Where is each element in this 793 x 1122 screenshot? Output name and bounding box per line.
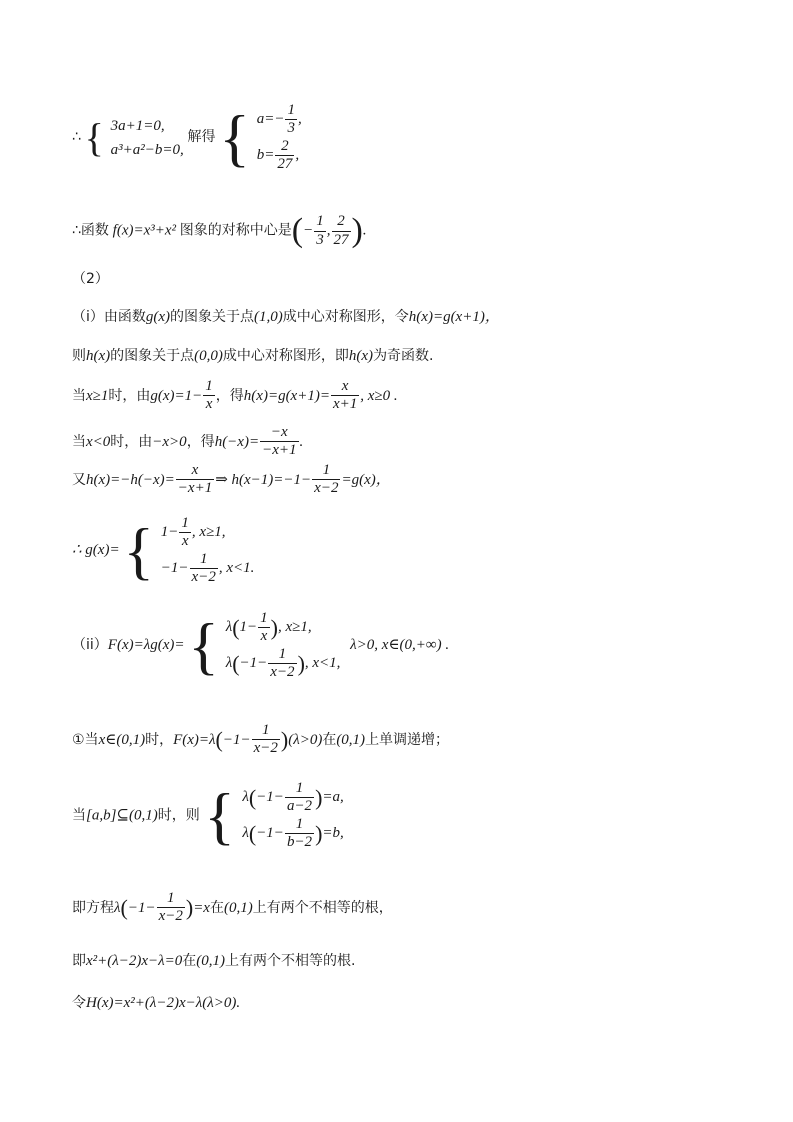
expr: x∈(0,1) <box>98 731 146 748</box>
fraction <box>331 378 359 414</box>
expr: , x<1. <box>218 559 255 576</box>
text: 时，由 <box>108 387 151 404</box>
define-H-line <box>72 992 240 1012</box>
expr: =b, <box>322 824 344 841</box>
expr: −1− <box>239 654 268 671</box>
paren: ) <box>280 726 289 752</box>
equation-row <box>242 816 343 852</box>
piecewise-rows <box>226 610 341 681</box>
system-line-1 <box>72 102 302 173</box>
text: 上有两个不相等的根. <box>225 953 356 969</box>
expr: , x<1, <box>304 654 341 671</box>
left-brace: { <box>219 101 250 173</box>
paren: ( <box>215 726 223 752</box>
text: ①当 <box>72 731 99 748</box>
expr: 1− <box>239 619 258 636</box>
expr: h(x) <box>348 348 374 364</box>
expr: ∴ g(x)= <box>72 541 120 558</box>
denominator: 3 <box>287 120 295 137</box>
fraction <box>285 780 314 816</box>
fraction <box>157 890 185 926</box>
expr: h(x) <box>86 348 111 364</box>
text: 上单调递增； <box>365 731 450 748</box>
numerator: x <box>176 462 214 480</box>
solution-system <box>257 102 302 173</box>
expr: −1− <box>256 824 284 841</box>
numerator: −x <box>260 424 298 442</box>
expr: (λ>0) <box>288 731 323 748</box>
text: 在 <box>322 731 337 748</box>
denominator: x <box>205 396 213 413</box>
numerator: 1 <box>268 646 296 664</box>
text: 当 <box>72 433 86 450</box>
denominator: 27 <box>277 155 293 172</box>
expr: x≥1 <box>86 387 109 404</box>
part-2-heading: （2） <box>72 271 109 287</box>
left-brace: { <box>84 114 104 160</box>
text: 在 <box>209 899 224 916</box>
paren: ( <box>120 894 128 920</box>
equation-system <box>242 780 343 851</box>
numerator: 1 <box>285 780 314 798</box>
expr: . <box>299 433 304 450</box>
denominator: x−2 <box>158 908 183 925</box>
fraction <box>179 515 191 551</box>
denominator: x−2 <box>253 740 278 757</box>
odd-function-line <box>72 345 434 365</box>
expr: =g(x)， <box>341 471 391 488</box>
expr: −1− <box>222 731 251 748</box>
expr: =x <box>193 899 210 916</box>
expr: λ <box>225 654 233 671</box>
expr: H(x)=x²+(λ−2)x−λ(λ>0). <box>86 995 241 1011</box>
denominator: x−2 <box>314 480 339 497</box>
paren: ) <box>315 785 323 811</box>
piecewise-F <box>72 610 449 681</box>
quadratic-line <box>72 950 356 970</box>
monotonic-line <box>72 722 449 758</box>
fraction <box>285 816 314 852</box>
expr: h(x)=−h(−x)= <box>86 471 175 488</box>
expr: (0,1) <box>336 731 366 748</box>
expr: [a,b]⊆(0,1) <box>86 807 158 824</box>
fraction <box>275 138 294 174</box>
expr: −x>0 <box>152 433 187 450</box>
piecewise-g <box>72 515 254 586</box>
expr: h(−x)= <box>214 433 260 450</box>
numerator: x <box>331 378 359 396</box>
text: 的图象关于点 <box>110 348 195 364</box>
paren: ) <box>297 650 305 676</box>
expr: =a, <box>322 789 344 806</box>
expr: g(x)=1− <box>150 387 203 404</box>
expr: (1,0) <box>254 309 283 325</box>
paren: ) <box>270 615 278 641</box>
piecewise-row <box>226 646 341 682</box>
paren: ( <box>248 785 257 811</box>
fraction <box>190 551 218 587</box>
fraction <box>312 462 340 498</box>
case-x-ge-1-line <box>72 378 398 414</box>
paren: ) <box>185 894 194 920</box>
text: 为奇函数. <box>373 348 434 364</box>
numerator: 1 <box>285 102 297 120</box>
text: 当 <box>72 807 86 824</box>
fraction <box>252 722 280 758</box>
numerator: 1 <box>252 722 280 740</box>
expr: −1− <box>160 559 189 576</box>
text: ，得 <box>186 433 215 450</box>
expr: −1− <box>127 899 156 916</box>
paren: ( <box>248 820 257 846</box>
expr: F(x)=λg(x)= <box>107 636 185 653</box>
text: 的图象关于点 <box>170 309 255 325</box>
paren: ) <box>351 212 363 249</box>
fraction <box>176 462 214 498</box>
text: 时，则 <box>157 807 200 824</box>
fraction <box>258 610 270 646</box>
expr: (0,1) <box>196 953 226 969</box>
piecewise-row <box>161 515 255 551</box>
text: 在 <box>182 953 197 969</box>
denominator: x <box>181 533 189 550</box>
expr: x<0 <box>86 433 111 450</box>
expr: λ>0, x∈(0,+∞) . <box>350 636 450 653</box>
expr: , x≥1, <box>191 524 226 541</box>
expr: λ <box>225 619 233 636</box>
expr: (0,1) <box>223 899 253 916</box>
expr: , x≥0 . <box>360 387 398 404</box>
text: 上有两个不相等的根， <box>252 899 393 916</box>
paren: ( <box>232 650 240 676</box>
equation-roots-line <box>72 890 393 926</box>
text: 又 <box>72 471 86 488</box>
piecewise-row <box>161 551 255 587</box>
left-brace: { <box>123 514 155 586</box>
symmetry-center-line: ∴函数 f(x)=x³+x² 图象的对称中心是(− $\frac{1}{3}$ , $\frac{2}{27}$ ). <box>72 212 367 249</box>
text: 即方程 <box>72 899 114 916</box>
expr: a=− <box>256 111 285 128</box>
expr: −1− <box>256 789 284 806</box>
solution-row-b: b= $\frac{2}{27}$ , <box>256 137 300 172</box>
denominator: x <box>260 628 268 645</box>
expr: (0,0) <box>194 348 223 364</box>
numerator: 1 <box>179 515 191 533</box>
case-x-lt-0-line <box>72 424 303 460</box>
paren: ) <box>315 820 323 846</box>
equation-row <box>242 780 343 816</box>
numerator: 1 <box>314 213 326 231</box>
expr: 1− <box>160 524 179 541</box>
fraction <box>203 378 215 414</box>
expr: λ <box>242 824 249 841</box>
numerator: 1 <box>312 462 340 480</box>
denominator: x+1 <box>332 396 358 413</box>
numerator: 1 <box>203 378 215 396</box>
denominator: x−2 <box>270 663 295 680</box>
denominator: x−2 <box>191 568 216 585</box>
text: 当 <box>72 387 86 404</box>
denominator: −x+1 <box>177 480 213 497</box>
numerator: 1 <box>258 610 270 628</box>
numerator: 1 <box>190 551 218 569</box>
fraction <box>332 213 351 249</box>
expr: λ <box>114 899 121 916</box>
solution-row-a: a=− $\frac{1}{3}$ , <box>256 102 302 137</box>
left-brace: { <box>188 609 219 681</box>
paragraph-i <box>72 305 500 326</box>
text: 成中心对称图形，即 <box>222 348 349 364</box>
denominator: 27 <box>333 231 349 248</box>
paren: ( <box>232 615 240 641</box>
text: 图象的对称中心是 <box>179 222 292 239</box>
expr: h(x)=g(x+1)， <box>408 309 500 325</box>
text: （i）由函数 <box>72 309 146 325</box>
therefore-symbol: ∴ <box>72 128 81 145</box>
text: 时，由 <box>110 433 153 450</box>
expr: x²+(λ−2)x−λ=0 <box>86 953 183 969</box>
fraction <box>285 102 297 138</box>
text: 即 <box>72 953 86 969</box>
left-brace: { <box>204 779 235 851</box>
expr: , x≥1, <box>277 619 312 636</box>
text: 令 <box>72 995 86 1011</box>
fraction <box>314 213 326 249</box>
equation-system <box>111 114 184 162</box>
expr: b= <box>256 146 275 163</box>
expr: ⇒ h(x−1)=−1− <box>215 471 312 488</box>
piecewise-rows <box>161 515 255 586</box>
expr: F(x)=λ <box>173 731 216 748</box>
function-expr: f(x)=x³+x² <box>112 222 177 239</box>
text: 则 <box>72 348 86 364</box>
text: ，得 <box>215 387 244 404</box>
numerator: 2 <box>332 213 351 231</box>
numerator: 2 <box>275 138 294 156</box>
numerator: 1 <box>285 816 314 834</box>
text: （ii） <box>72 636 108 653</box>
text: ∴函数 <box>72 222 109 239</box>
interval-system <box>72 780 344 851</box>
equation-row: a³+a²−b=0, <box>110 141 184 158</box>
fraction <box>268 646 296 682</box>
expr: λ <box>242 789 249 806</box>
denominator: b−2 <box>286 833 313 850</box>
denominator: −x+1 <box>262 442 297 459</box>
denominator: a−2 <box>286 798 313 815</box>
equation-row: 3a+1=0, <box>110 117 165 134</box>
numerator: 1 <box>157 890 185 908</box>
expr: h(x)=g(x+1)= <box>243 387 330 404</box>
piecewise-row <box>226 610 341 646</box>
solve-text: 解得 <box>187 128 216 145</box>
denominator: 3 <box>316 231 324 248</box>
fraction <box>260 424 298 460</box>
text: 时， <box>145 731 174 748</box>
paren: ( <box>291 212 304 249</box>
derivation-line <box>72 462 391 498</box>
text: 成中心对称图形，令 <box>282 309 409 325</box>
expr: g(x) <box>145 309 171 325</box>
